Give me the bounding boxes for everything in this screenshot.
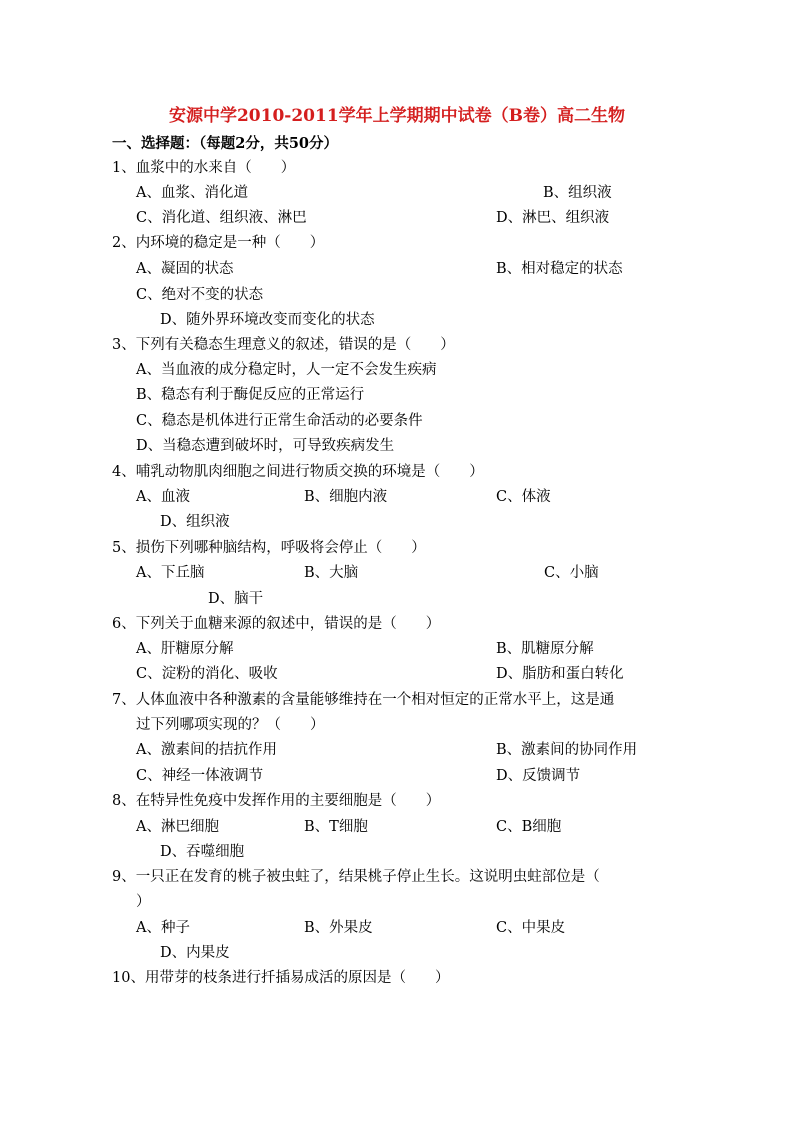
question-5-stem: 5、损伤下列哪种脑结构，呼吸将会停止（ ） <box>112 540 426 556</box>
q2-option-a: A、凝固的状态 <box>136 261 234 277</box>
q1-option-d: D、淋巴、组织液 <box>496 210 610 226</box>
question-2-stem: 2、内环境的稳定是一种（ ） <box>112 235 325 251</box>
question-7-stem: 7、人体血液中各种激素的含量能够维持在一个相对恒定的正常水平上，这是通 <box>112 692 615 708</box>
question-9-stem-continued: ） <box>136 894 151 910</box>
q1-option-a: A、血浆、消化道 <box>136 185 248 201</box>
q3-option-a: A、当血液的成分稳定时，人一定不会发生疾病 <box>136 362 437 378</box>
question-10-stem: 10、用带芽的枝条进行扦插易成活的原因是（ ） <box>112 970 450 986</box>
q4-option-d: D、组织液 <box>160 514 230 530</box>
q8-option-c: C、B细胞 <box>496 819 562 835</box>
q6-option-d: D、脂肪和蛋白转化 <box>496 666 624 682</box>
q2-option-b: B、相对稳定的状态 <box>496 261 623 277</box>
q6-option-b: B、肌糖原分解 <box>496 641 594 657</box>
q4-option-c: C、体液 <box>496 489 551 505</box>
q5-option-b: B、大脑 <box>304 565 359 581</box>
q9-option-a: A、种子 <box>136 920 190 936</box>
exam-title: 安源中学2010-2011学年上学期期中试卷（B卷）高二生物 <box>168 106 626 126</box>
q9-option-b: B、外果皮 <box>304 920 373 936</box>
q9-option-d: D、内果皮 <box>160 945 230 961</box>
q3-option-b: B、稳态有利于酶促反应的正常运行 <box>136 387 365 403</box>
q6-option-a: A、肝糖原分解 <box>136 641 234 657</box>
q7-option-c: C、神经一体液调节 <box>136 768 264 784</box>
q2-option-c: C、绝对不变的状态 <box>136 287 264 303</box>
q8-option-d: D、吞噬细胞 <box>160 844 245 860</box>
q4-option-a: A、血液 <box>136 489 190 505</box>
q7-option-d: D、反馈调节 <box>496 768 581 784</box>
q8-option-a: A、淋巴细胞 <box>136 819 219 835</box>
question-3-stem: 3、下列有关稳态生理意义的叙述，错误的是（ ） <box>112 337 455 353</box>
q1-option-b: B、组织液 <box>543 185 612 201</box>
q3-option-d: D、当稳态遭到破坏时，可导致疾病发生 <box>136 438 395 454</box>
q7-option-a: A、激素间的拮抗作用 <box>136 742 277 758</box>
section-heading: 一、选择题：（每题2分，共50分） <box>112 135 339 152</box>
q5-option-c: C、小脑 <box>544 565 599 581</box>
q1-option-c: C、消化道、组织液、淋巴 <box>136 210 307 226</box>
q5-option-d: D、脑干 <box>208 591 264 607</box>
question-4-stem: 4、哺乳动物肌肉细胞之间进行物质交换的环境是（ ） <box>112 464 484 480</box>
question-7-stem-continued: 过下列哪项实现的？（ ） <box>136 717 325 733</box>
question-8-stem: 8、在特异性免疫中发挥作用的主要细胞是（ ） <box>112 793 441 809</box>
question-9-stem: 9、一只正在发育的桃子被虫蛀了，结果桃子停止生长。这说明虫蛀部位是（ <box>112 869 600 885</box>
q7-option-b: B、激素间的协同作用 <box>496 742 638 758</box>
q4-option-b: B、细胞内液 <box>304 489 388 505</box>
q6-option-c: C、淀粉的消化、吸收 <box>136 666 278 682</box>
q3-option-c: C、稳态是机体进行正常生命活动的必要条件 <box>136 413 423 429</box>
q2-option-d: D、随外界环境改变而变化的状态 <box>160 312 375 328</box>
q8-option-b: B、T细胞 <box>304 819 368 835</box>
q9-option-c: C、中果皮 <box>496 920 566 936</box>
question-1-stem: 1、血浆中的水来自（ ） <box>112 160 296 176</box>
q5-option-a: A、下丘脑 <box>136 565 205 581</box>
question-6-stem: 6、下列关于血糖来源的叙述中，错误的是（ ） <box>112 616 441 632</box>
